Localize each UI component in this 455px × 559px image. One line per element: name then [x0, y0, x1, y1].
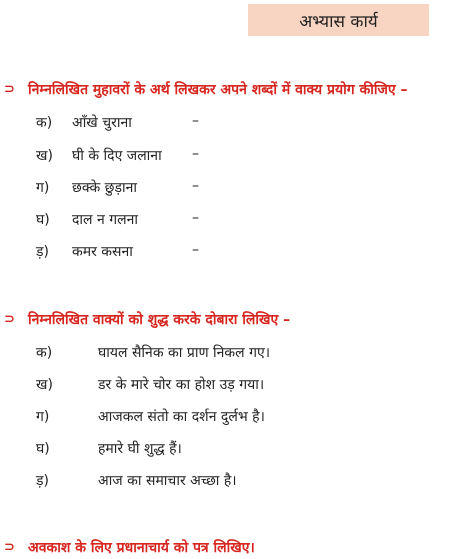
- item-label: ख): [36, 148, 53, 164]
- item-label: ग): [36, 180, 50, 196]
- item-label: ड़): [36, 244, 49, 260]
- item-text: आँखे चुराना: [72, 115, 132, 131]
- item-label: घ): [36, 212, 50, 228]
- list-item: [36, 113, 256, 133]
- section-heading-sentences: [0, 310, 290, 329]
- list-item: [36, 242, 256, 262]
- item-label: क): [36, 115, 53, 131]
- item-text: हमारे घी शुद्ध हैं।: [98, 441, 182, 457]
- list-item: [36, 439, 336, 459]
- item-label: क): [36, 345, 53, 361]
- section-heading-text: अवकाश के लिए प्रधानाचार्य को पत्र लिखिए।: [28, 540, 255, 556]
- item-text: दाल न गलना: [72, 212, 138, 228]
- item-dash: –: [192, 113, 199, 129]
- bullet-arrow-icon: ⊃: [4, 312, 15, 327]
- item-dash: –: [192, 178, 199, 194]
- list-item: [36, 343, 336, 363]
- section-heading-text: निम्नलिखित वाक्यों को शुद्ध करके दोबारा लिखिए –: [28, 312, 291, 328]
- item-dash: –: [192, 146, 199, 162]
- list-item: [36, 375, 336, 395]
- list-item: [36, 178, 256, 198]
- item-text: आजकल संतो का दर्शन दुर्लभ है।: [98, 409, 265, 425]
- section-heading-letter: [0, 538, 255, 557]
- item-text: कमर कसना: [72, 244, 133, 260]
- item-text: आज का समाचार अच्छा है।: [98, 473, 237, 489]
- list-item: [36, 146, 256, 166]
- item-text: घी के दिए जलाना: [72, 148, 162, 164]
- item-label: ख): [36, 377, 53, 393]
- item-label: ग): [36, 409, 50, 425]
- item-text: छक्के छुड़ाना: [72, 180, 137, 196]
- page-title: अभ्यास कार्य: [299, 11, 378, 32]
- list-item: [36, 407, 336, 427]
- section-heading-idioms: [0, 80, 407, 99]
- item-text: घायल सैनिक का प्राण निकल गए।: [98, 345, 271, 361]
- item-text: डर के मारे चोर का होश उड़ गया।: [98, 377, 265, 393]
- item-label: ड़): [36, 473, 49, 489]
- item-label: घ): [36, 441, 50, 457]
- item-dash: –: [192, 210, 199, 226]
- bullet-arrow-icon: ⊃: [4, 540, 15, 555]
- bullet-arrow-icon: ⊃: [4, 82, 15, 97]
- page-title-box: [248, 4, 429, 36]
- section-heading-text: निम्नलिखित मुहावरों के अर्थ लिखकर अपने शब्दों में वाक्य प्रयोग कीजिए –: [28, 82, 408, 98]
- list-item: [36, 210, 256, 230]
- item-dash: –: [192, 242, 199, 258]
- list-item: [36, 471, 336, 491]
